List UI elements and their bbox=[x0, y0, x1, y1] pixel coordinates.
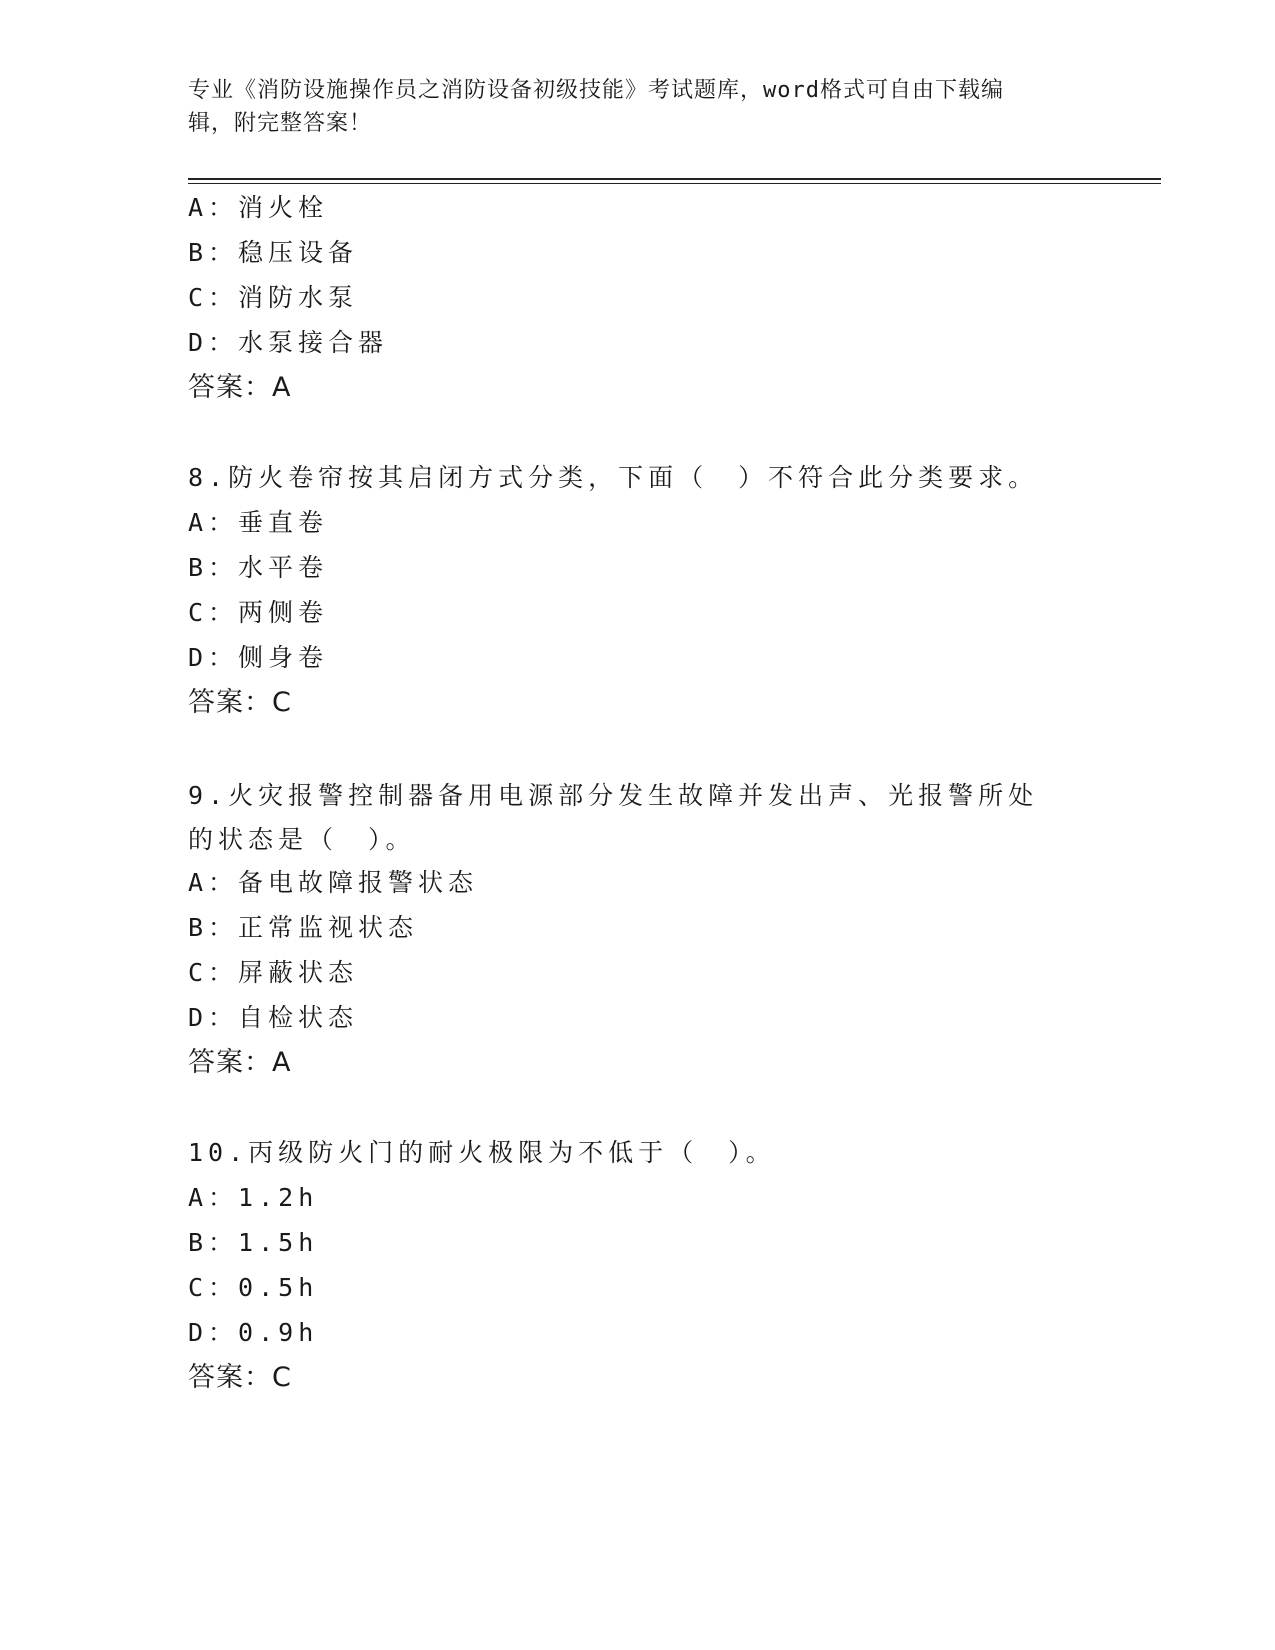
option-a: A：备电故障报警状态 bbox=[188, 868, 479, 897]
question-text: 9.火灾报警控制器备用电源部分发生故障并发出声、光报警所处的状态是（ ）。 bbox=[188, 781, 1039, 854]
option-b: B：正常监视状态 bbox=[188, 913, 419, 942]
option-b: B：1.5h bbox=[188, 1228, 319, 1257]
option-c: C：0.5h bbox=[188, 1273, 319, 1302]
option-c: C：屏蔽状态 bbox=[188, 958, 359, 987]
answer-label: 答案：C bbox=[188, 1362, 292, 1393]
option-c: C：消防水泵 bbox=[188, 283, 359, 312]
answer-label: 答案：A bbox=[188, 1047, 292, 1078]
header-line-1: 专业《消防设施操作员之消防设备初级技能》考试题库，word格式可自由下载编 bbox=[188, 78, 1004, 103]
option-d: D：侧身卷 bbox=[188, 643, 329, 672]
header-divider-thin bbox=[188, 183, 1161, 184]
document-header bbox=[188, 74, 1088, 140]
answer-label: 答案：A bbox=[188, 372, 292, 403]
header-divider-thick bbox=[188, 178, 1161, 180]
option-d: D：自检状态 bbox=[188, 1003, 359, 1032]
header-line-2: 辑，附完整答案！ bbox=[188, 111, 373, 136]
option-b: B：水平卷 bbox=[188, 553, 329, 582]
answer-label: 答案：C bbox=[188, 687, 292, 718]
option-d: D：0.9h bbox=[188, 1318, 319, 1347]
option-d: D：水泵接合器 bbox=[188, 328, 389, 357]
option-a: A：消火栓 bbox=[188, 193, 329, 222]
option-a: A：垂直卷 bbox=[188, 508, 329, 537]
option-b: B：稳压设备 bbox=[188, 238, 359, 267]
option-a: A：1.2h bbox=[188, 1183, 319, 1212]
question-text: 10.丙级防火门的耐火极限为不低于（ ）。 bbox=[188, 1138, 776, 1167]
question-text: 8.防火卷帘按其启闭方式分类，下面（ ）不符合此分类要求。 bbox=[188, 463, 1039, 492]
option-c: C：两侧卷 bbox=[188, 598, 329, 627]
